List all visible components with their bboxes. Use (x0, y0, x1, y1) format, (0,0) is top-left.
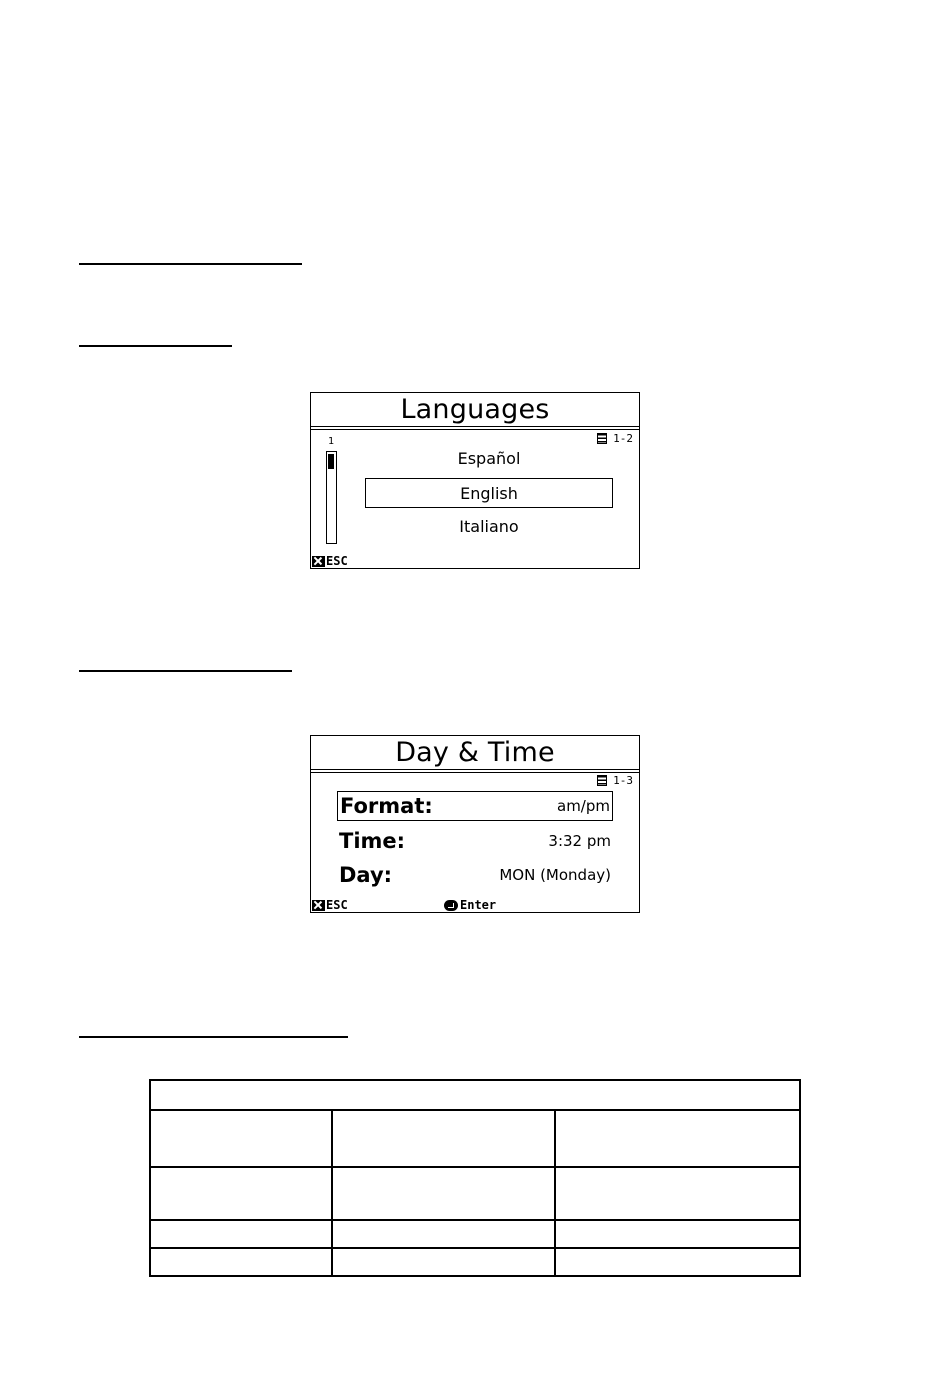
section-rule-3 (79, 670, 292, 672)
day-time-title: Day & Time (395, 737, 555, 768)
table-row (150, 1110, 800, 1167)
settings-table (149, 1079, 801, 1277)
page-indicator: 1-2 (597, 432, 633, 445)
time-label: Time: (339, 829, 406, 853)
table-header-cell (150, 1080, 800, 1110)
close-icon (312, 556, 325, 567)
scroll-position-number: 1 (328, 436, 335, 447)
table-row (150, 1248, 800, 1276)
table-cell (555, 1248, 800, 1276)
table-row (150, 1167, 800, 1220)
close-icon (312, 900, 325, 911)
day-time-screen (310, 735, 640, 913)
table-cell (332, 1248, 555, 1276)
day-label: Day: (339, 863, 393, 887)
time-value: 3:32 pm (548, 832, 611, 850)
table-row (150, 1080, 800, 1110)
section-rule-2 (79, 345, 232, 347)
table-cell (555, 1167, 800, 1220)
table-cell (150, 1220, 332, 1248)
scrollbar-thumb[interactable] (328, 454, 334, 469)
languages-title: Languages (400, 394, 550, 425)
table-cell (332, 1110, 555, 1167)
day-value: MON (Monday) (499, 866, 611, 884)
format-value: am/pm (557, 797, 610, 815)
language-option-espanol[interactable]: Español (457, 449, 521, 468)
table-cell (150, 1167, 332, 1220)
esc-softkey[interactable]: ESC (312, 554, 348, 568)
scrollbar[interactable] (326, 451, 337, 544)
section-rule-4 (79, 1036, 348, 1038)
time-row[interactable] (337, 826, 613, 856)
enter-icon (444, 900, 458, 911)
section-rule-1 (79, 263, 302, 265)
document-icon (597, 433, 607, 444)
table-cell (150, 1248, 332, 1276)
languages-screen (310, 392, 640, 569)
table-cell (555, 1110, 800, 1167)
page-indicator: 1-3 (597, 774, 633, 787)
language-option-english[interactable]: English (365, 478, 613, 508)
table-cell (332, 1167, 555, 1220)
table-cell (555, 1220, 800, 1248)
format-row[interactable] (337, 791, 613, 821)
table-cell (150, 1110, 332, 1167)
format-label: Format: (340, 794, 433, 818)
table-row (150, 1220, 800, 1248)
day-row[interactable] (337, 860, 613, 890)
language-option-italiano[interactable]: Italiano (459, 517, 519, 536)
document-icon (597, 775, 607, 786)
esc-softkey[interactable]: ESC (312, 898, 348, 912)
table-cell (332, 1220, 555, 1248)
enter-softkey[interactable]: Enter (444, 898, 496, 912)
